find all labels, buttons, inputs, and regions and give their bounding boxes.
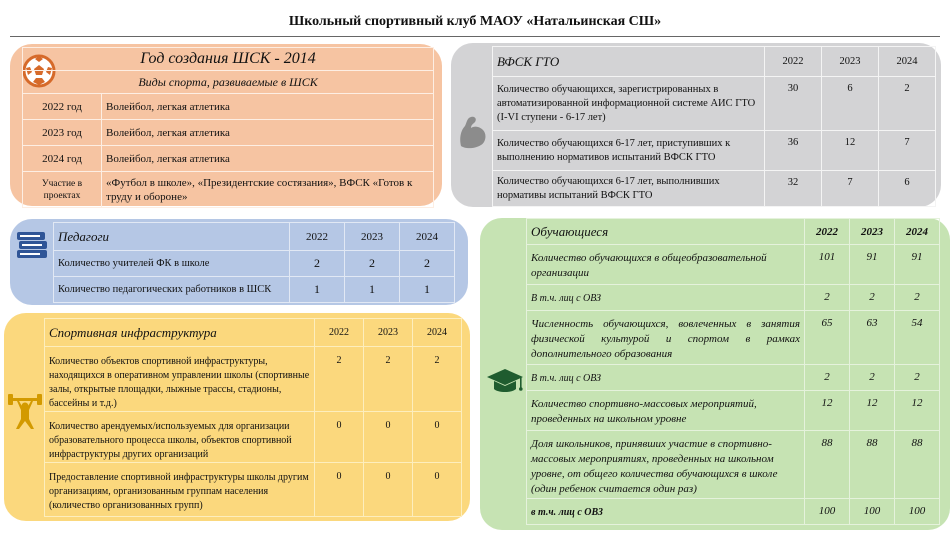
- row-label: Количество спортивно-массовых мероприятий, проведенных на школьном уровне: [527, 391, 805, 431]
- year-header: 2022: [315, 319, 364, 347]
- books-icon: [14, 226, 50, 262]
- row-label: 2022 год: [23, 94, 102, 120]
- table-row: [527, 245, 940, 285]
- graduation-cap-icon: [485, 366, 525, 396]
- cell-value: 6: [879, 171, 936, 207]
- cell-value: 2: [400, 251, 455, 277]
- table-row: [493, 131, 936, 171]
- cell-value: 6: [822, 77, 879, 131]
- cell-value: 2: [315, 347, 364, 412]
- students-header: Обучающиеся: [527, 219, 805, 245]
- cell-value: 63: [850, 311, 895, 365]
- cell-value: 65: [805, 311, 850, 365]
- table-row: [23, 172, 434, 208]
- cell-value: 2: [805, 365, 850, 391]
- row-label: Количество обучающихся, зарегистрированных в автоматизированной информационной системе АИС ГТО (I-VI ступени - 6-17 лет): [493, 77, 765, 131]
- table-row: [45, 412, 462, 463]
- year-header: 2023: [345, 223, 400, 251]
- cell-value: 2: [805, 285, 850, 311]
- row-label: Количество обучающихся 6-17 лет, приступивших к выполнению нормативов испытаний ВФСК ГТО: [493, 131, 765, 171]
- teachers-table: [53, 222, 455, 303]
- cell-value: 91: [895, 245, 940, 285]
- flexed-arm-icon: [455, 112, 491, 152]
- cell-value: 1: [400, 277, 455, 303]
- row-label: В т.ч. лиц с ОВЗ: [527, 285, 805, 311]
- table-row: [493, 77, 936, 131]
- row-label: Количество педагогических работников в ШСК: [54, 277, 290, 303]
- weightlifter-icon: [8, 392, 42, 430]
- row-label: Количество обучающихся 6-17 лет, выполнивших нормативы испытаний ВФСК ГТО: [493, 171, 765, 207]
- cell-value: 12: [895, 391, 940, 431]
- cell-value: 88: [895, 431, 940, 499]
- cell-value: 36: [765, 131, 822, 171]
- year-header: 2023: [822, 47, 879, 77]
- year-header: 2023: [850, 219, 895, 245]
- cell-value: 88: [805, 431, 850, 499]
- table-row: [23, 120, 434, 146]
- cell-value: 100: [805, 499, 850, 525]
- cell-value: 2: [895, 365, 940, 391]
- row-label: 2023 год: [23, 120, 102, 146]
- cell-value: 30: [765, 77, 822, 131]
- cell-value: 2: [850, 365, 895, 391]
- cell-value: 2: [850, 285, 895, 311]
- foundation-subheader: Виды спорта, развиваемые в ШСК: [23, 71, 434, 94]
- foundation-table: [22, 47, 434, 208]
- row-value: Волейбол, легкая атлетика: [102, 94, 434, 120]
- cell-value: 54: [895, 311, 940, 365]
- row-label: Участие в проектах: [23, 172, 102, 208]
- teachers-header: Педагоги: [54, 223, 290, 251]
- table-row: [45, 347, 462, 412]
- row-value: «Футбол в школе», «Президентские состязания», ВФСК «Готов к труду и обороне»: [102, 172, 434, 208]
- year-header: 2022: [805, 219, 850, 245]
- cell-value: 101: [805, 245, 850, 285]
- row-value: Волейбол, легкая атлетика: [102, 146, 434, 172]
- year-header: 2024: [879, 47, 936, 77]
- cell-value: 2: [290, 251, 345, 277]
- cell-value: 100: [895, 499, 940, 525]
- table-row: [23, 146, 434, 172]
- row-label: 2024 год: [23, 146, 102, 172]
- row-label: Количество арендуемых/используемых для организации образовательного процесса школы, объектов спортивной инфраструктуры других организаций: [45, 412, 315, 463]
- table-row: [45, 463, 462, 517]
- row-label: в т.ч. лиц с ОВЗ: [527, 499, 805, 525]
- row-label: В т.ч. лиц с ОВЗ: [527, 365, 805, 391]
- table-row: [527, 365, 940, 391]
- cell-value: 2: [895, 285, 940, 311]
- year-header: 2024: [895, 219, 940, 245]
- table-row: [493, 171, 936, 207]
- table-row: [54, 277, 455, 303]
- row-label: Количество учителей ФК в школе: [54, 251, 290, 277]
- cell-value: 100: [850, 499, 895, 525]
- cell-value: 2: [879, 77, 936, 131]
- cell-value: 12: [822, 131, 879, 171]
- students-table: [526, 218, 940, 525]
- title-divider: [10, 36, 940, 37]
- cell-value: 0: [364, 412, 413, 463]
- table-row: [527, 311, 940, 365]
- cell-value: 0: [413, 412, 462, 463]
- cell-value: 0: [315, 412, 364, 463]
- infrastructure-header: Спортивная инфраструктура: [45, 319, 315, 347]
- gto-table: [492, 46, 936, 207]
- cell-value: 12: [850, 391, 895, 431]
- cell-value: 0: [364, 463, 413, 517]
- cell-value: 1: [290, 277, 345, 303]
- row-label: Предоставление спортивной инфраструктуры школы другим организациям, организованным группам населения (количество организованных групп): [45, 463, 315, 517]
- cell-value: 12: [805, 391, 850, 431]
- cell-value: 7: [879, 131, 936, 171]
- cell-value: 91: [850, 245, 895, 285]
- table-row: [527, 431, 940, 499]
- row-value: Волейбол, легкая атлетика: [102, 120, 434, 146]
- table-row: [527, 391, 940, 431]
- year-header: 2024: [413, 319, 462, 347]
- year-header: 2022: [290, 223, 345, 251]
- table-row: [527, 285, 940, 311]
- gto-header: ВФСК ГТО: [493, 47, 765, 77]
- row-label: Доля школьников, принявших участие в спортивно-массовых мероприятиях, проведенных на школьном уровне, от общего количества обучающихся в школе (один ребенок считается один раз): [527, 431, 805, 499]
- year-header: 2023: [364, 319, 413, 347]
- page-title: Школьный спортивный клуб МАОУ «Натальинская СШ»: [288, 14, 662, 29]
- cell-value: 88: [850, 431, 895, 499]
- cell-value: 1: [345, 277, 400, 303]
- row-label: Количество объектов спортивной инфраструктуры, находящихся в оперативном управлении школы (спортивные залы, открытые площадки, лыжные трассы, стадионы, бассейны и т.д.): [45, 347, 315, 412]
- year-header: 2022: [765, 47, 822, 77]
- cell-value: 0: [315, 463, 364, 517]
- cell-value: 2: [364, 347, 413, 412]
- cell-value: 7: [822, 171, 879, 207]
- cell-value: 0: [413, 463, 462, 517]
- cell-value: 2: [345, 251, 400, 277]
- foundation-header: Год создания ШСК - 2014: [23, 48, 434, 71]
- infrastructure-table: [44, 318, 462, 517]
- table-row: [527, 499, 940, 525]
- cell-value: 32: [765, 171, 822, 207]
- cell-value: 2: [413, 347, 462, 412]
- year-header: 2024: [400, 223, 455, 251]
- row-label: Количество обучающихся в общеобразовательной организации: [527, 245, 805, 285]
- row-label: Численность обучающихся, вовлеченных в занятия физической культурой и спортом в рамках дополнительного образования: [527, 311, 805, 365]
- table-row: [23, 94, 434, 120]
- table-row: [54, 251, 455, 277]
